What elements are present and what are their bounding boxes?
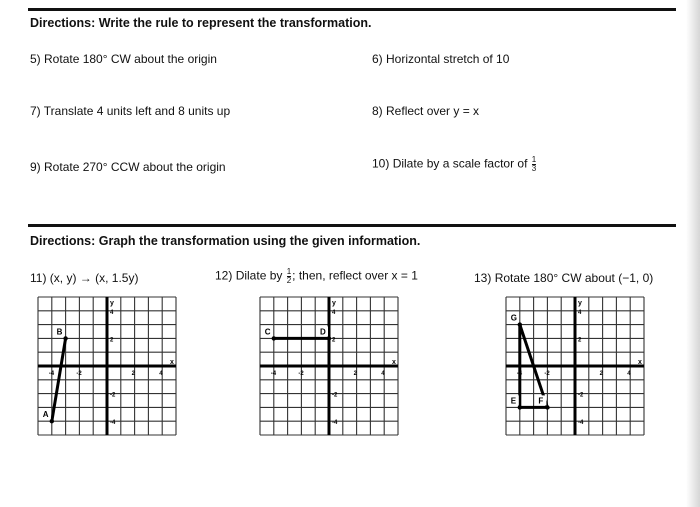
problem-number: 12) bbox=[215, 268, 233, 283]
point-d bbox=[327, 336, 331, 340]
point-label: C bbox=[264, 327, 271, 337]
x-tick-label: -4 bbox=[516, 371, 523, 377]
y-tick-label: 4 bbox=[332, 309, 336, 316]
problem-number: 10) bbox=[372, 156, 390, 171]
problem-number: 5) bbox=[30, 52, 41, 66]
point-b bbox=[63, 336, 67, 340]
fraction-denominator: 3 bbox=[531, 164, 537, 173]
problem-5 bbox=[30, 52, 217, 66]
y-tick-label: 2 bbox=[110, 337, 114, 344]
section2-heading: Directions: Graph the transformation using the given information. bbox=[30, 234, 421, 248]
point-label: D bbox=[320, 327, 326, 337]
problem-text: Translate 4 units left and 8 units up bbox=[43, 104, 231, 118]
graph-13 bbox=[500, 293, 652, 441]
x-tick-label: 2 bbox=[131, 371, 135, 377]
y-tick-label: -4 bbox=[578, 420, 584, 427]
problem-6 bbox=[372, 52, 509, 66]
problem-text-pre: Dilate by bbox=[235, 268, 283, 283]
point-f bbox=[545, 405, 549, 409]
fraction-numerator: 1 bbox=[286, 267, 292, 276]
problem-13 bbox=[474, 271, 653, 285]
problem-text: Reflect over y = x bbox=[386, 104, 480, 118]
fraction bbox=[532, 156, 536, 173]
x-tick-label: 4 bbox=[159, 371, 163, 377]
problem-number: 9) bbox=[30, 160, 41, 174]
problem-7 bbox=[30, 104, 230, 118]
x-axis-label: x bbox=[170, 359, 174, 366]
x-tick-label: 4 bbox=[627, 371, 631, 377]
graph-11 bbox=[32, 293, 184, 441]
x-tick-label: 4 bbox=[381, 371, 385, 377]
y-tick-label: -2 bbox=[332, 392, 338, 399]
section1-heading: Directions: Write the rule to represent the transformation. bbox=[30, 16, 372, 30]
y-axis-label: y bbox=[578, 300, 582, 307]
problem-number: 7) bbox=[30, 104, 41, 118]
page-edge-shadow bbox=[686, 0, 700, 507]
top-rule bbox=[28, 8, 676, 11]
point-a bbox=[50, 419, 54, 423]
y-axis-label: y bbox=[332, 300, 336, 307]
x-tick-label: -4 bbox=[48, 371, 55, 377]
x-axis-label: x bbox=[392, 359, 396, 366]
problem-11 bbox=[30, 271, 138, 285]
point-label: F bbox=[538, 396, 544, 406]
point-label: G bbox=[510, 313, 518, 323]
y-tick-label: -2 bbox=[110, 392, 116, 399]
y-tick-label: 2 bbox=[332, 337, 336, 344]
point-label: A bbox=[42, 410, 49, 420]
point-label: E bbox=[510, 396, 517, 406]
point-e bbox=[518, 405, 522, 409]
y-tick-label: 4 bbox=[110, 309, 114, 316]
x-tick-label: -2 bbox=[298, 371, 304, 377]
point-label: B bbox=[56, 327, 63, 337]
fraction-numerator: 1 bbox=[531, 155, 537, 164]
y-tick-label: -2 bbox=[578, 392, 584, 399]
problem-number: 6) bbox=[372, 52, 383, 66]
x-tick-label: -4 bbox=[270, 371, 277, 377]
fraction bbox=[287, 268, 291, 285]
problem-8 bbox=[372, 104, 479, 118]
problem-10 bbox=[372, 156, 537, 173]
x-axis-label: x bbox=[638, 359, 642, 366]
problem-text: Rotate 180° CW about (−1, 0) bbox=[494, 271, 654, 285]
problem-text: Dilate by a scale factor of bbox=[392, 156, 528, 171]
problem-text: Rotate 270° CCW about the origin bbox=[44, 160, 226, 174]
problem-number: 8) bbox=[372, 104, 383, 118]
problem-12 bbox=[215, 268, 418, 285]
x-tick-label: 2 bbox=[353, 371, 357, 377]
y-tick-label: 2 bbox=[578, 337, 582, 344]
problem-9 bbox=[30, 160, 226, 174]
middle-rule bbox=[28, 224, 676, 227]
problem-text-post: ; then, reflect over x = 1 bbox=[292, 268, 418, 283]
x-tick-label: -2 bbox=[76, 371, 82, 377]
fraction-denominator: 2 bbox=[286, 276, 292, 285]
problem-text: (x, y) → (x, 1.5y) bbox=[49, 271, 139, 285]
graph-12 bbox=[254, 293, 406, 441]
point-g bbox=[518, 322, 522, 326]
x-tick-label: -2 bbox=[544, 371, 550, 377]
y-axis-label: y bbox=[110, 300, 114, 307]
y-tick-label: 4 bbox=[578, 309, 582, 316]
problem-text: Rotate 180° CW about the origin bbox=[44, 52, 217, 66]
point-c bbox=[272, 336, 276, 340]
x-tick-label: 2 bbox=[599, 371, 603, 377]
problem-text: Horizontal stretch of 10 bbox=[386, 52, 510, 66]
problem-number: 11) bbox=[30, 271, 47, 285]
problem-number: 13) bbox=[474, 271, 492, 285]
y-tick-label: -4 bbox=[332, 420, 338, 427]
y-tick-label: -4 bbox=[110, 420, 116, 427]
